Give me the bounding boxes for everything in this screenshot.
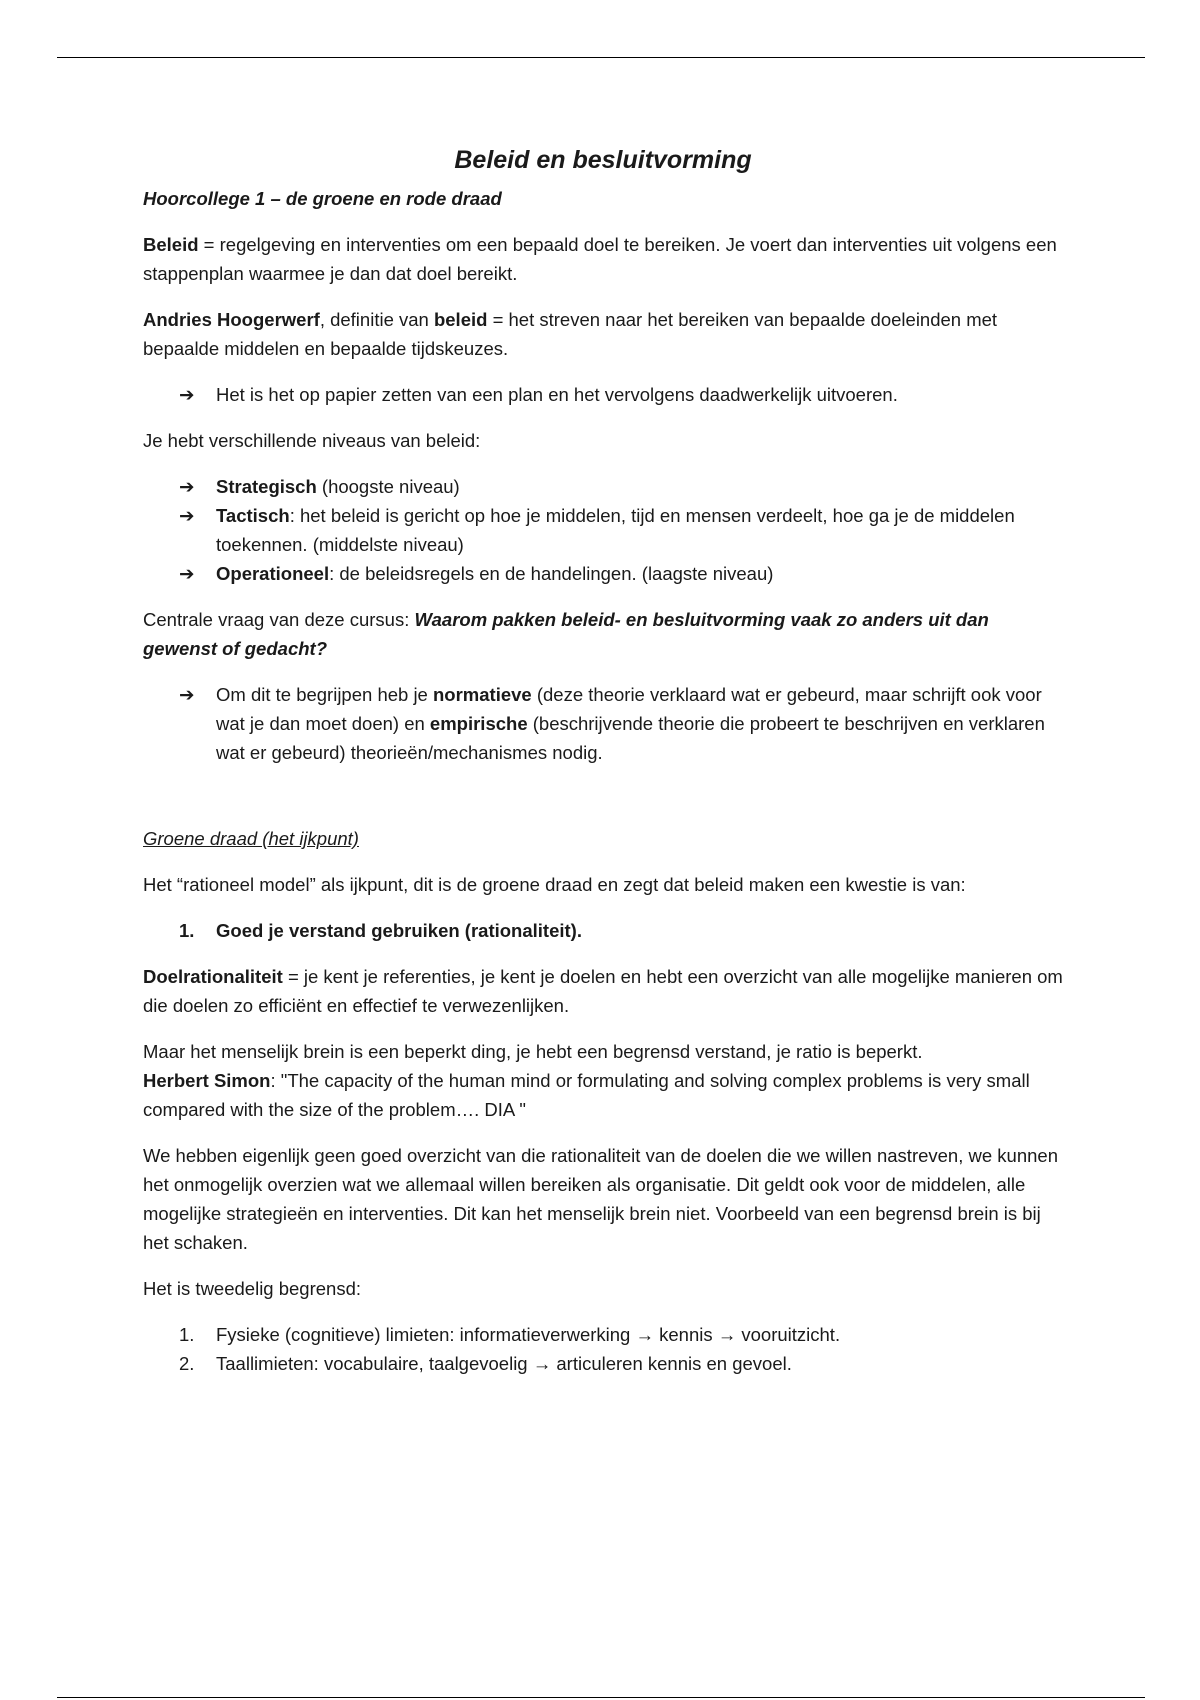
arrow-icon: ➔ (179, 505, 195, 526)
paragraph-doelrationaliteit: Doelrationaliteit = je kent je referenties, je kent je doelen en hebt een overzicht van alle mogelijke manieren om die doelen zo efficiënt en effectief te verwezenlijken. (143, 966, 1063, 1016)
bullet-list (143, 380, 1063, 409)
name-simon: Herbert Simon (143, 1070, 271, 1091)
footer-rule (57, 1697, 1145, 1698)
central-question: Centrale vraag van deze cursus: Waarom pakken beleid- en besluitvorming vaak zo anders uit dan gewenst of gedacht? (143, 609, 989, 659)
list-item: ➔ Om dit te begrijpen heb je normatieve (deze theorie verklaard wat er gebeurd, maar schrijft ook voor wat je dan moet doen) en empirische (beschrijvende theorie die probeert te beschrijven en verklaren wat er gebeurd) theorieën/mechanismes nodig. (143, 680, 1063, 767)
arrow-icon: ➔ (179, 476, 195, 497)
name-hoogerwerf: Andries Hoogerwerf (143, 309, 320, 330)
paragraph-overview: We hebben eigenlijk geen goed overzicht van die rationaliteit van de doelen die we willen nastreven, we kunnen het onmogelijk overzien wat we allemaal willen bereiken als organisatie. Dit geldt ook voor de middelen, alle mogelijke strategieën en interventies. Dit kan het menselijk brein niet. Voorbeeld van een begrensd brein is bij het schaken. (143, 1145, 1058, 1253)
lecture-heading: Hoorcollege 1 – de groene en rode draad (143, 188, 502, 209)
list-item: ➔ Tactisch: het beleid is gericht op hoe je middelen, tijd en mensen verdeelt, hoe ga je de middelen toekennen. (middelste niveau) (143, 501, 1063, 559)
levels-list (143, 472, 1063, 588)
arrow-icon: ➔ (179, 384, 195, 405)
paragraph-simon: Maar het menselijk brein is een beperkt ding, je hebt een begrensd verstand, je ratio is beperkt. Herbert Simon: "The capacity of the human mind or formulating and solving complex problems is very small compared with the size of the problem…. DIA " (143, 1041, 1030, 1120)
green-intro: Het “rationeel model” als ijkpunt, dit is de groene draad en zegt dat beleid maken een kwestie is van: (143, 874, 966, 895)
list-item: 1. Goed je verstand gebruiken (rationaliteit). (179, 920, 582, 941)
term-beleid: Beleid (143, 234, 199, 255)
list-item: 1. Fysieke (cognitieve) limieten: informatieverwerking → kennis → vooruitzicht. (179, 1324, 841, 1345)
list-item: ➔ Strategisch (hoogste niveau) (143, 472, 1063, 501)
list-item: ➔ Het is het op papier zetten van een plan en het vervolgens daadwerkelijk uitvoeren. (143, 380, 1063, 409)
two-fold-intro: Het is tweedelig begrensd: (143, 1278, 362, 1299)
list-item: 2. Taallimieten: vocabulaire, taalgevoelig → articuleren kennis en gevoel. (179, 1353, 792, 1374)
levels-intro: Je hebt verschillende niveaus van beleid: (143, 430, 481, 451)
arrow-icon: ➔ (179, 563, 195, 584)
limits-list (143, 1320, 1063, 1378)
document-page (143, 140, 1063, 1395)
numbered-list (143, 916, 1063, 945)
header-rule (57, 57, 1145, 58)
paragraph-beleid: Beleid = regelgeving en interventies om een bepaald doel te bereiken. Je voert dan interventies uit volgens een stappenplan waarmee je dan dat doel bereikt. (143, 234, 1057, 284)
list-item: ➔ Operationeel: de beleidsregels en de handelingen. (laagste niveau) (143, 559, 1063, 588)
document-title: Beleid en besluitvorming (454, 146, 752, 174)
paragraph-hoogerwerf: Andries Hoogerwerf, definitie van beleid = het streven naar het bereiken van bepaalde doeleinden met bepaalde middelen en bepaalde tijdskeuzes. (143, 309, 998, 359)
bullet-list (143, 680, 1063, 767)
arrow-icon: ➔ (179, 684, 195, 705)
section-heading-groene-draad: Groene draad (het ijkpunt) (143, 828, 359, 849)
